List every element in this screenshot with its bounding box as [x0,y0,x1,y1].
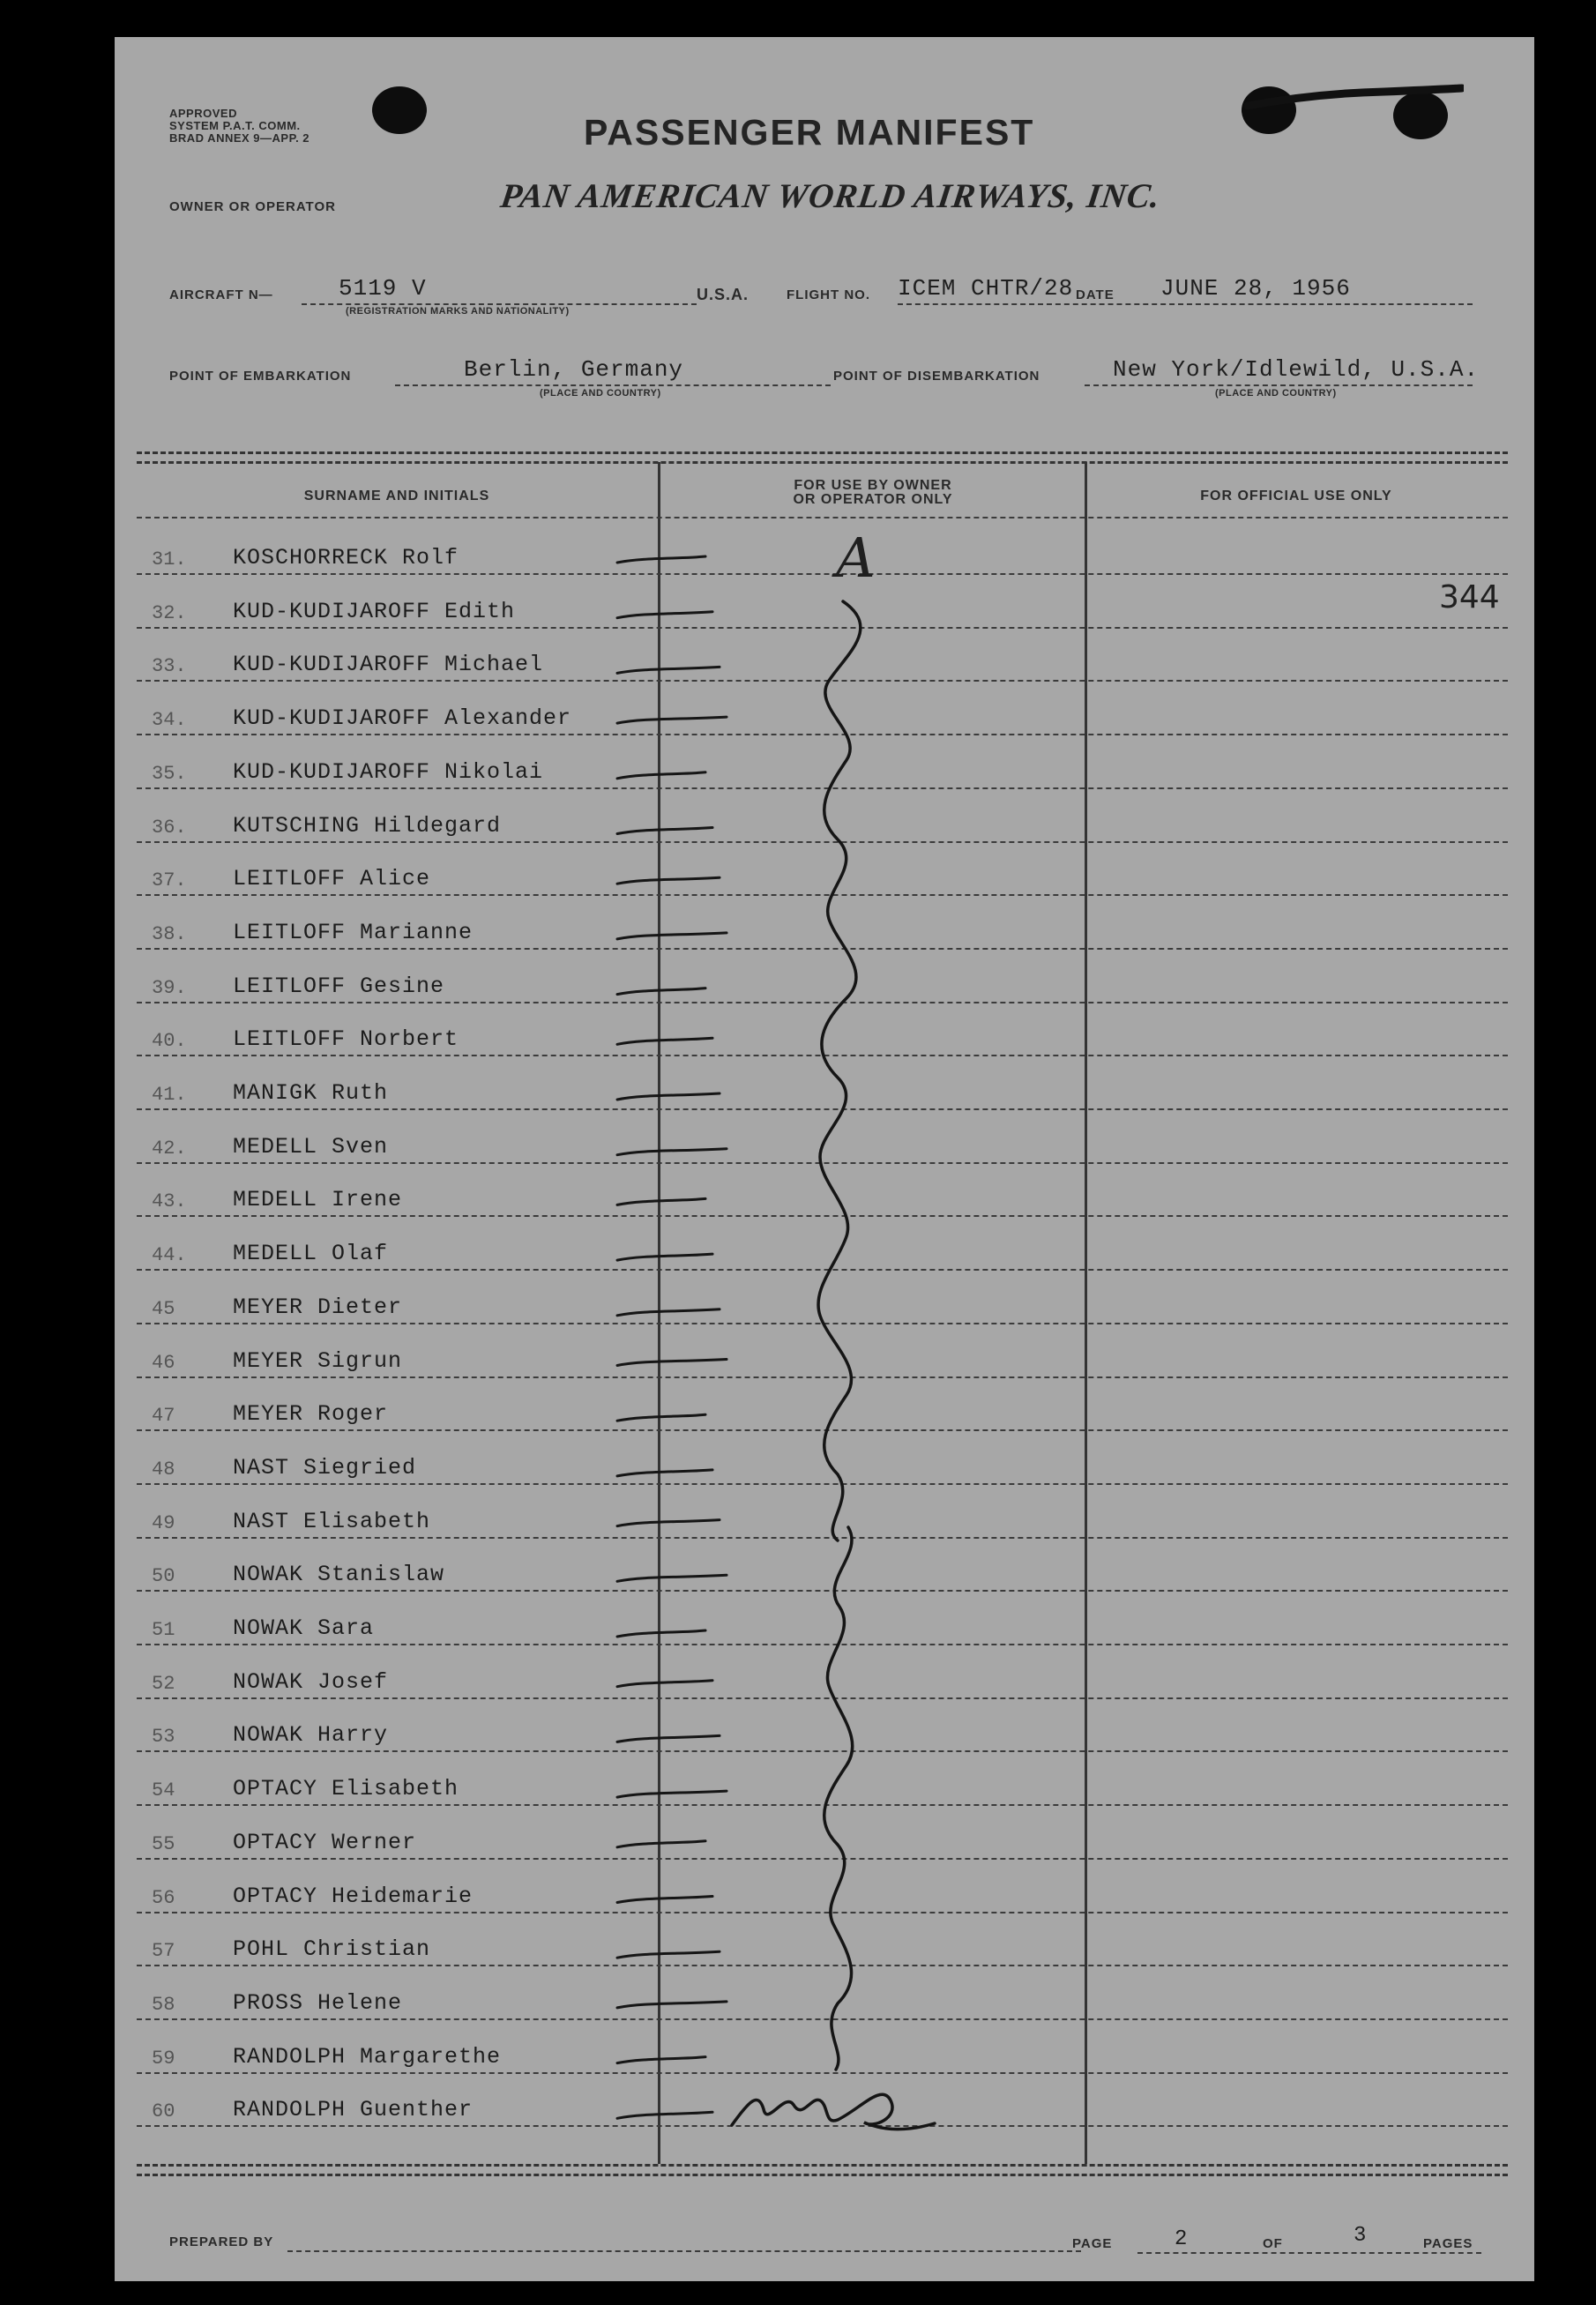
passenger-name: MEDELL Sven [233,1133,389,1160]
passenger-number: 53 [152,1726,175,1749]
column-header-official: FOR OFFICIAL USE ONLY [1200,489,1392,504]
date-label: DATE [1076,287,1115,302]
flight-label: FLIGHT NO. [787,287,870,302]
passenger-number: 34. [152,709,187,732]
handwritten-mark-a: A [836,526,876,590]
approval-line-1: APPROVED [169,107,237,120]
passenger-number: 54 [152,1779,175,1802]
passenger-name: OPTACY Werner [233,1829,417,1855]
passenger-number: 59 [152,2047,175,2070]
flight-number: ICEM CHTR/28 [898,275,1074,302]
tick-dash [617,933,727,939]
prepared-by-underline [287,2250,1081,2252]
prepared-by-label: PREPARED BY [169,2234,274,2249]
passenger-name: RANDOLPH Guenther [233,2097,474,2123]
disembarkation-sublabel: (PLACE AND COUNTRY) [1215,388,1337,399]
approval-line-2: SYSTEM P.A.T. COMM. [169,119,301,132]
passenger-number: 55 [152,1832,175,1855]
passenger-number: 45 [152,1297,175,1320]
passenger-name: MEYER Sigrun [233,1347,403,1374]
tick-dash [617,1309,720,1316]
tick-dash [617,1470,712,1476]
embarkation-sublabel: (PLACE AND COUNTRY) [540,388,661,399]
tick-dash [617,772,705,779]
tick-dash [617,1791,727,1797]
tick-dash [617,1735,720,1742]
column-header-owner-line-1: FOR USE BY OWNER [794,478,952,493]
tick-dash [617,1951,720,1958]
tick-dash [617,1841,705,1847]
passenger-name: NAST Siegried [233,1454,417,1481]
passenger-name: NOWAK Harry [233,1722,389,1749]
tick-dash [617,556,705,563]
tick-dash [617,1360,727,1366]
tick-dash [617,2057,705,2063]
embarkation-label: POINT OF EMBARKATION [169,369,352,384]
disembarkation-value: New York/Idlewild, U.S.A. [1113,356,1480,383]
page-underline [1137,2252,1481,2254]
tick-dash [617,1093,720,1100]
passenger-number: 43. [152,1190,187,1213]
tick-dash [617,717,727,723]
page-title: PASSENGER MANIFEST [584,112,1035,153]
aircraft-country: U.S.A. [697,286,750,303]
handwritten-mark-svg [115,37,1534,2281]
tick-dash [617,1038,712,1044]
passenger-name: LEITLOFF Gesine [233,973,445,999]
passenger-number: 31. [152,548,187,571]
passenger-name: NOWAK Sara [233,1615,375,1641]
tick-dash [617,1897,712,1903]
table-bottom-rule [137,2164,1508,2176]
passenger-number: 42. [152,1137,187,1160]
passenger-number: 39. [152,976,187,999]
tick-dash [617,2112,712,2118]
page-label: PAGE [1072,2236,1113,2251]
passenger-name: LEITLOFF Norbert [233,1026,459,1053]
manifest-sheet [115,37,1534,2281]
tick-dash [617,1198,705,1205]
approval-line-3: BRAD ANNEX 9—APP. 2 [169,131,310,145]
tick-dash [617,667,720,673]
passenger-number: 37. [152,869,187,892]
passenger-name: OPTACY Elisabeth [233,1776,459,1802]
owner-label: OWNER OR OPERATOR [169,199,336,214]
passenger-name: PROSS Helene [233,1989,403,2016]
tick-dash [617,1630,705,1637]
passenger-name: NAST Elisabeth [233,1508,431,1534]
passenger-number: 52 [152,1672,175,1695]
passenger-number: 36. [152,816,187,839]
tick-dash [617,1520,720,1526]
passenger-number: 57 [152,1940,175,1963]
passenger-number: 32. [152,601,187,624]
page-number: 2 [1175,2227,1188,2251]
passenger-number: 46 [152,1351,175,1374]
passenger-name: KUD-KUDIJAROFF Edith [233,598,516,624]
passenger-name: RANDOLPH Margarethe [233,2043,502,2070]
passenger-name: LEITLOFF Marianne [233,919,474,945]
tick-dash [617,1149,727,1155]
passenger-number: 38. [152,922,187,945]
tick-dash [617,1414,705,1421]
initials-scribble [732,2094,935,2129]
passenger-name: OPTACY Heidemarie [233,1883,474,1909]
ditto-squiggle [818,601,861,2070]
tick-dash [617,988,705,995]
passenger-name: NOWAK Josef [233,1668,389,1695]
passenger-number: 35. [152,762,187,785]
passenger-name: MEYER Roger [233,1401,389,1428]
passenger-number: 44. [152,1244,187,1267]
passenger-name: KOSCHORRECK Rolf [233,545,459,571]
column-header-names: SURNAME AND INITIALS [303,489,490,504]
tick-dash [617,1681,712,1687]
passenger-number: 41. [152,1084,187,1106]
passenger-number: 48 [152,1458,175,1481]
tick-dash [617,2002,727,2008]
embarkation-value: Berlin, Germany [464,356,684,383]
passenger-name: MEDELL Olaf [233,1241,389,1267]
passenger-number: 50 [152,1565,175,1588]
passenger-name: MEDELL Irene [233,1187,403,1213]
tick-dash [617,1575,727,1581]
passenger-name: KUD-KUDIJAROFF Michael [233,652,544,678]
passenger-name: LEITLOFF Alice [233,866,431,892]
column-header-owner-line-2: OR OPERATOR ONLY [793,492,953,507]
passenger-name: KUD-KUDIJAROFF Alexander [233,705,572,732]
disembarkation-label: POINT OF DISEMBARKATION [833,369,1040,384]
aircraft-sublabel: (REGISTRATION MARKS AND NATIONALITY) [346,306,570,317]
passenger-number: 33. [152,655,187,678]
passenger-name: POHL Christian [233,1936,431,1963]
passenger-number: 47 [152,1405,175,1428]
passenger-name: KUD-KUDIJAROFF Nikolai [233,758,544,785]
official-note: 344 [1439,579,1500,615]
passenger-number: 40. [152,1030,187,1053]
tick-dash [617,877,720,884]
passenger-number: 56 [152,1886,175,1909]
passenger-name: MEYER Dieter [233,1294,403,1320]
airline-name: PAN AMERICAN WORLD AIRWAYS, INC. [497,177,1163,215]
passenger-number: 49 [152,1511,175,1534]
passenger-name: NOWAK Stanislaw [233,1562,445,1588]
passenger-name: MANIGK Ruth [233,1080,389,1106]
passenger-number: 51 [152,1619,175,1641]
pages-label: PAGES [1423,2236,1473,2251]
of-label: OF [1263,2236,1283,2251]
passenger-number: 60 [152,2100,175,2123]
aircraft-label: AIRCRAFT N— [169,287,273,302]
passenger-name: KUTSCHING Hildegard [233,812,502,839]
tick-dash [617,1254,712,1260]
total-pages: 3 [1354,2224,1367,2248]
passenger-number: 58 [152,1993,175,2016]
flight-date: JUNE 28, 1956 [1160,275,1351,302]
aircraft-registration: 5119 V [339,275,427,302]
tick-dash [617,612,712,618]
tick-dash [617,828,712,834]
